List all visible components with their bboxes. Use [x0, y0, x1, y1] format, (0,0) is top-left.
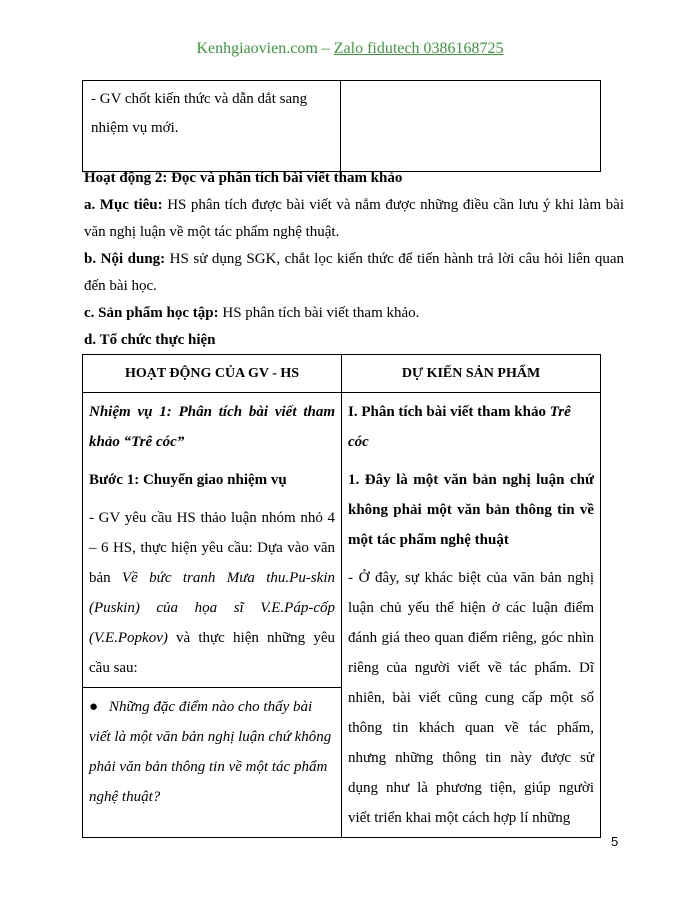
activity-title: Hoạt động 2: Đọc và phân tích bài viết tham khảo [84, 170, 403, 186]
question-item: ● Những đặc điểm nào cho thấy bài viết là một văn bản nghị luận chứ không phải văn bản thông tin về một tác phẩm nghệ thuật? [89, 688, 335, 816]
header-separator: – [317, 40, 334, 57]
right-content-cell [342, 393, 601, 838]
task-title: Nhiệm vụ 1: Phân tích bài viết tham khảo “Trê cóc” [89, 404, 335, 450]
col-header-expected-product: DỰ KIẾN SẢN PHẨM [342, 355, 601, 393]
instruction-paragraph: - GV yêu cầu HS thảo luận nhóm nhỏ 4 – 6 HS, thực hiện yêu cầu: Dựa vào văn bản Về bức tranh Mưa thu.Pu-skin (Puskin) của họa sĩ V.E.Páp-cốp (V.E.Popkov) và thực hiện những yêu cầu sau: [89, 510, 335, 676]
step-title: Bước 1: Chuyển giao nhiệm vụ [89, 472, 287, 488]
section-heading: I. Phân tích bài viết tham khảo Trê cóc [348, 404, 571, 450]
site-name: Kenhgiaovien.com [196, 40, 318, 57]
objective-paragraph: a. Mục tiêu: HS phân tích được bài viết và nắm được những điều cần lưu ý khi làm bài văn nghị luận về một tác phẩm nghệ thuật. [84, 197, 624, 240]
bullet-icon: ● [89, 699, 99, 715]
col-header-teacher-student: HOẠT ĐỘNG CỦA GV - HS [83, 355, 342, 393]
page-number: 5 [611, 834, 619, 849]
organization-heading: d. Tổ chức thực hiện [84, 332, 216, 348]
product-paragraph: c. Sản phẩm học tập: HS phân tích bài viết tham khảo. [84, 305, 420, 321]
continued-table [82, 80, 601, 172]
explanation-paragraph: - Ở đây, sự khác biệt của văn bản nghị luận chủ yếu thể hiện ở các luận điểm đánh giá theo quan điểm riêng, góc nhìn riêng của người viết về tác phẩm. Dĩ nhiên, bài viết cũng cung cấp một số thông tin khách quan về tác phẩm, nhưng những thông tin này được sử dụng như là phương tiện, giúp người viết triển khai một cách hợp lí những [348, 570, 594, 826]
continued-right-cell [341, 81, 601, 172]
content-paragraph: b. Nội dung: HS sử dụng SGK, chắt lọc kiến thức để tiến hành trả lời câu hỏi liên quan đến bài học. [84, 251, 624, 294]
left-content-cell [83, 393, 342, 838]
activity-table [82, 354, 601, 838]
page-header [0, 40, 700, 58]
continued-left-cell: - GV chốt kiến thức và dẫn dắt sang nhiệm vụ mới. [83, 81, 341, 172]
point-one-heading: 1. Đây là một văn bản nghị luận chứ không phải một văn bản thông tin về một tác phẩm nghệ thuật [348, 472, 594, 548]
contact-link[interactable]: Zalo fidutech 0386168725 [333, 40, 504, 57]
